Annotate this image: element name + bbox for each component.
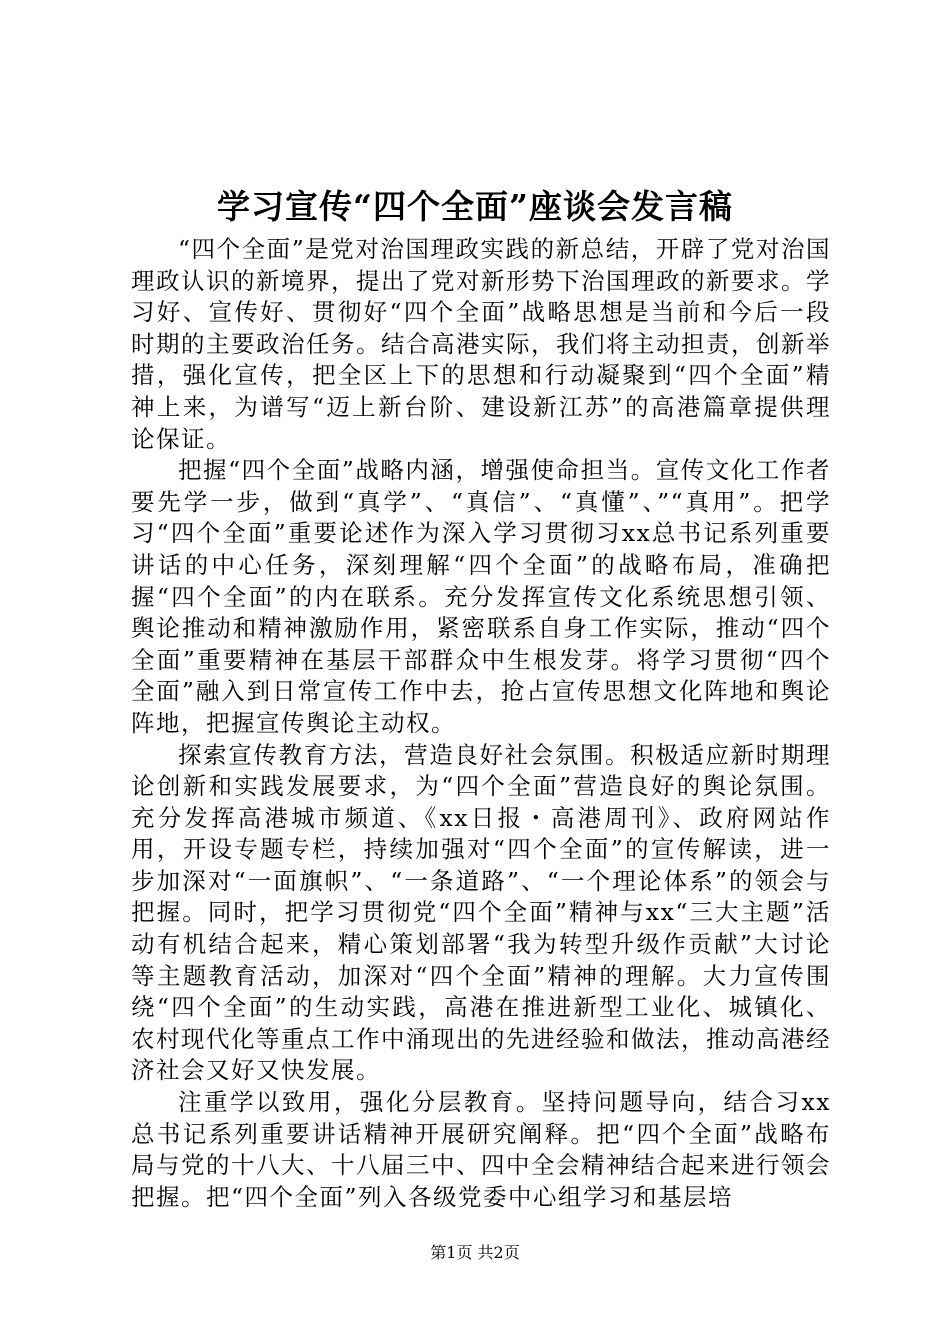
paragraph-methods: 探索宣传教育方法，营造良好社会氛围。积极适应新时期理论创新和实践发展要求，为“四个全面”营造良好的舆论氛围。充分发挥高港城市频道、《xx日报・高港周刊》、政府网站作用，开设专题专栏，持续加强对“四个全面”的宣传解读，进一步加深对“一面旗帜”、“一条道路”、“一个理论体系”的领会与把握。同时，把学习贯彻党“四个全面”精神与xx“三大主题”活动有机结合起来，精心策划部署“我为转型升级作贡献”大讨论等主题教育活动，加深对“四个全面”精神的理解。大力宣传围绕“四个全面”的生动实践，高港在推进新型工业化、城镇化、农村现代化等重点工作中涌现出的先进经验和做法，推动高港经济社会又好又快发展。 <box>131 740 831 1085</box>
paragraph-strategy: 把握“四个全面”战略内涵，增强使命担当。宣传文化工作者要先学一步，做到“真学”、“真信”、“真懂”、”“真用”。把学习“四个全面”重要论述作为深入学习贯彻习xx总书记系列重要讲话的中心任务，深刻理解“四个全面”的战略布局，准确把握“四个全面”的内在联系。充分发挥宣传文化系统思想引领、舆论推动和精神激励作用，紧密联系自身工作实际，推动“四个全面”重要精神在基层干部群众中生根发芽。将学习贯彻“四个全面”融入到日常宣传工作中去，抢占宣传思想文化阵地和舆论阵地，把握宣传舆论主动权。 <box>131 456 831 737</box>
paragraph-practice: 注重学以致用，强化分层教育。坚持问题导向，结合习xx总书记系列重要讲话精神开展研究阐释。把“四个全面”战略布局与党的十八大、十八届三中、四中全会精神结合起来进行领会把握。把“四个全面”列入各级党委中心组学习和基层培 <box>131 1088 831 1211</box>
document-body <box>131 234 831 1213</box>
page-footer: 第1页 共2页 <box>430 1243 520 1262</box>
page-title: 学习宣传“四个全面”座谈会发言稿 <box>217 187 733 226</box>
paragraph-intro: “四个全面”是党对治国理政实践的新总结，开辟了党对治国理政认识的新境界，提出了党对新形势下治国理政的新要求。学习好、宣传好、贯彻好“四个全面”战略思想是当前和今后一段时期的主要政治任务。结合高港实际，我们将主动担责，创新举措，强化宣传，把全区上下的思想和行动凝聚到“四个全面”精神上来，为谱写“迈上新台阶、建设新江苏”的高港篇章提供理论保证。 <box>131 235 831 453</box>
